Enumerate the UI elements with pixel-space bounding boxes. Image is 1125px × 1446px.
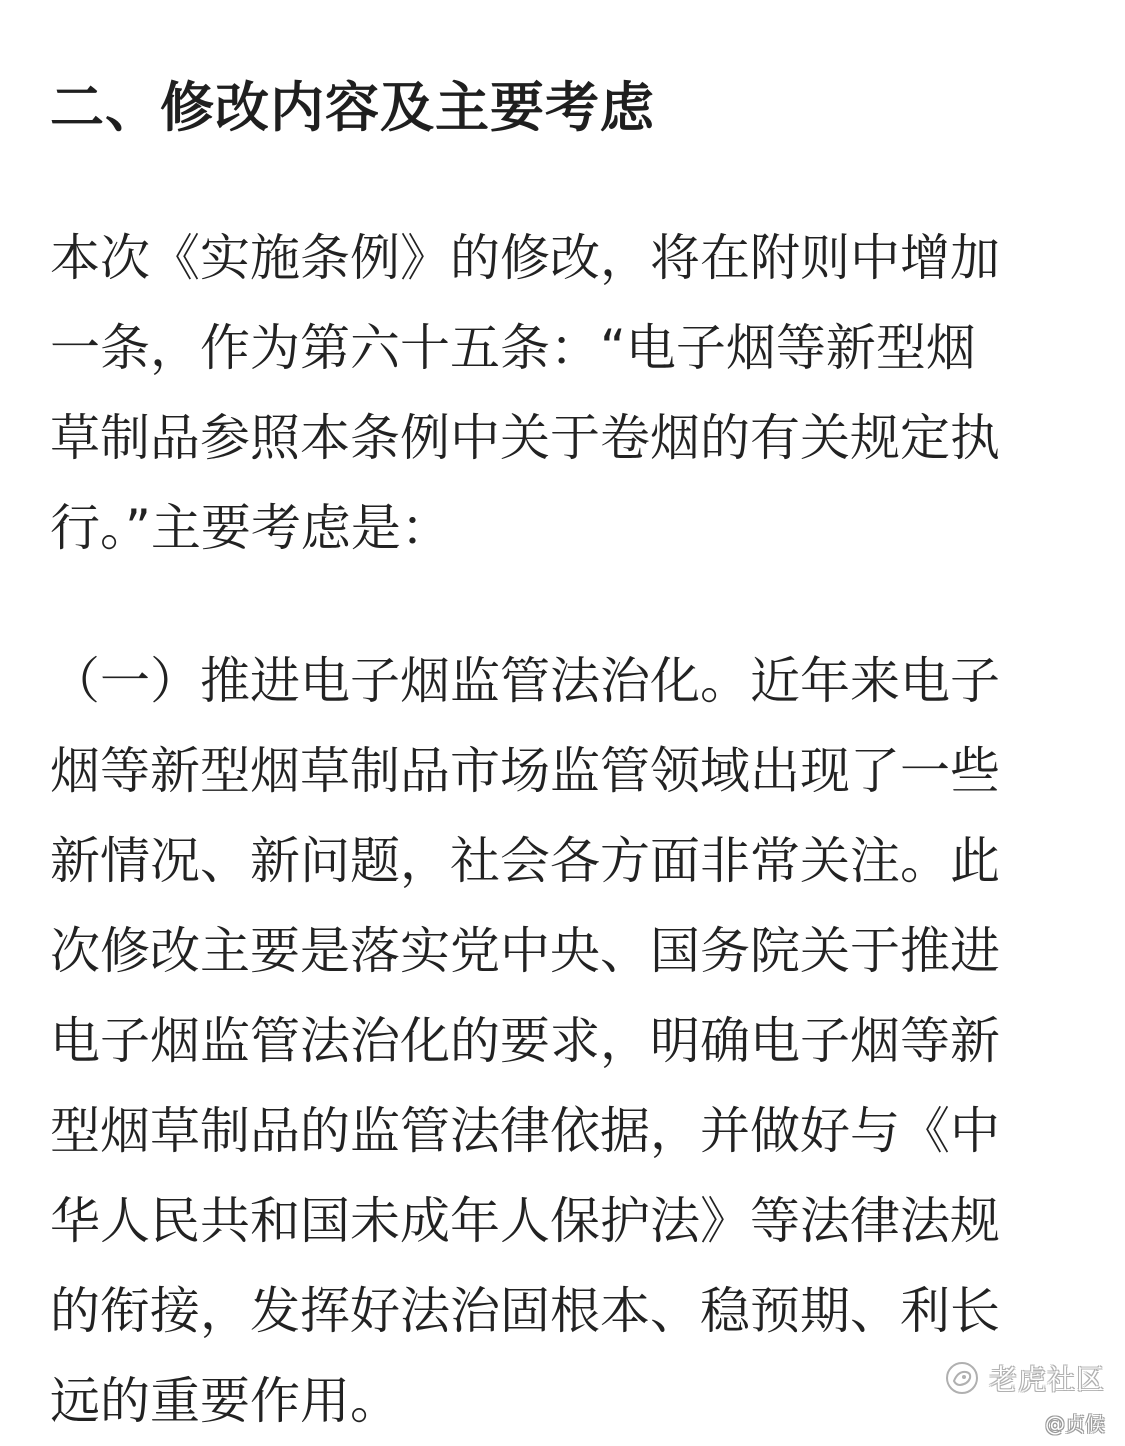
tiger-community-logo-icon [945,1361,979,1395]
watermark-author: @贞候 [1045,1412,1105,1436]
paragraph-line: 型烟草制品的监管法律依据，并做好与《中 [50,1102,1000,1160]
watermark [945,1358,1105,1398]
paragraph-line: 电子烟监管法治化的要求，明确电子烟等新 [50,1012,1000,1070]
paragraph-line: 烟等新型烟草制品市场监管领域出现了一些 [50,742,1000,800]
paragraph-line: 行。”主要考虑是： [50,499,451,557]
paragraph-line: （一）推进电子烟监管法治化。近年来电子 [50,652,1000,710]
paragraph-line: 草制品参照本条例中关于卷烟的有关规定执 [50,409,1000,467]
section-heading: 二、修改内容及主要考虑 [50,76,655,139]
paragraph-line: 远的重要作用。 [50,1372,400,1430]
paragraph-amendment-intro [50,213,1080,573]
paragraph-line: 的衔接，发挥好法治固根本、稳预期、利长 [50,1282,1000,1340]
paragraph-line: 本次《实施条例》的修改，将在附则中增加 [50,229,1000,287]
paragraph-line: 次修改主要是落实党中央、国务院关于推进 [50,922,1000,980]
paragraph-line: 一条，作为第六十五条：“电子烟等新型烟 [50,319,976,377]
paragraph-line: 新情况、新问题，社会各方面非常关注。此 [50,832,1000,890]
watermark-text: 老虎社区 [989,1363,1106,1396]
paragraph-point-one [50,636,1080,1446]
paragraph-line: 华人民共和国未成年人保护法》等法律法规 [50,1192,1000,1250]
